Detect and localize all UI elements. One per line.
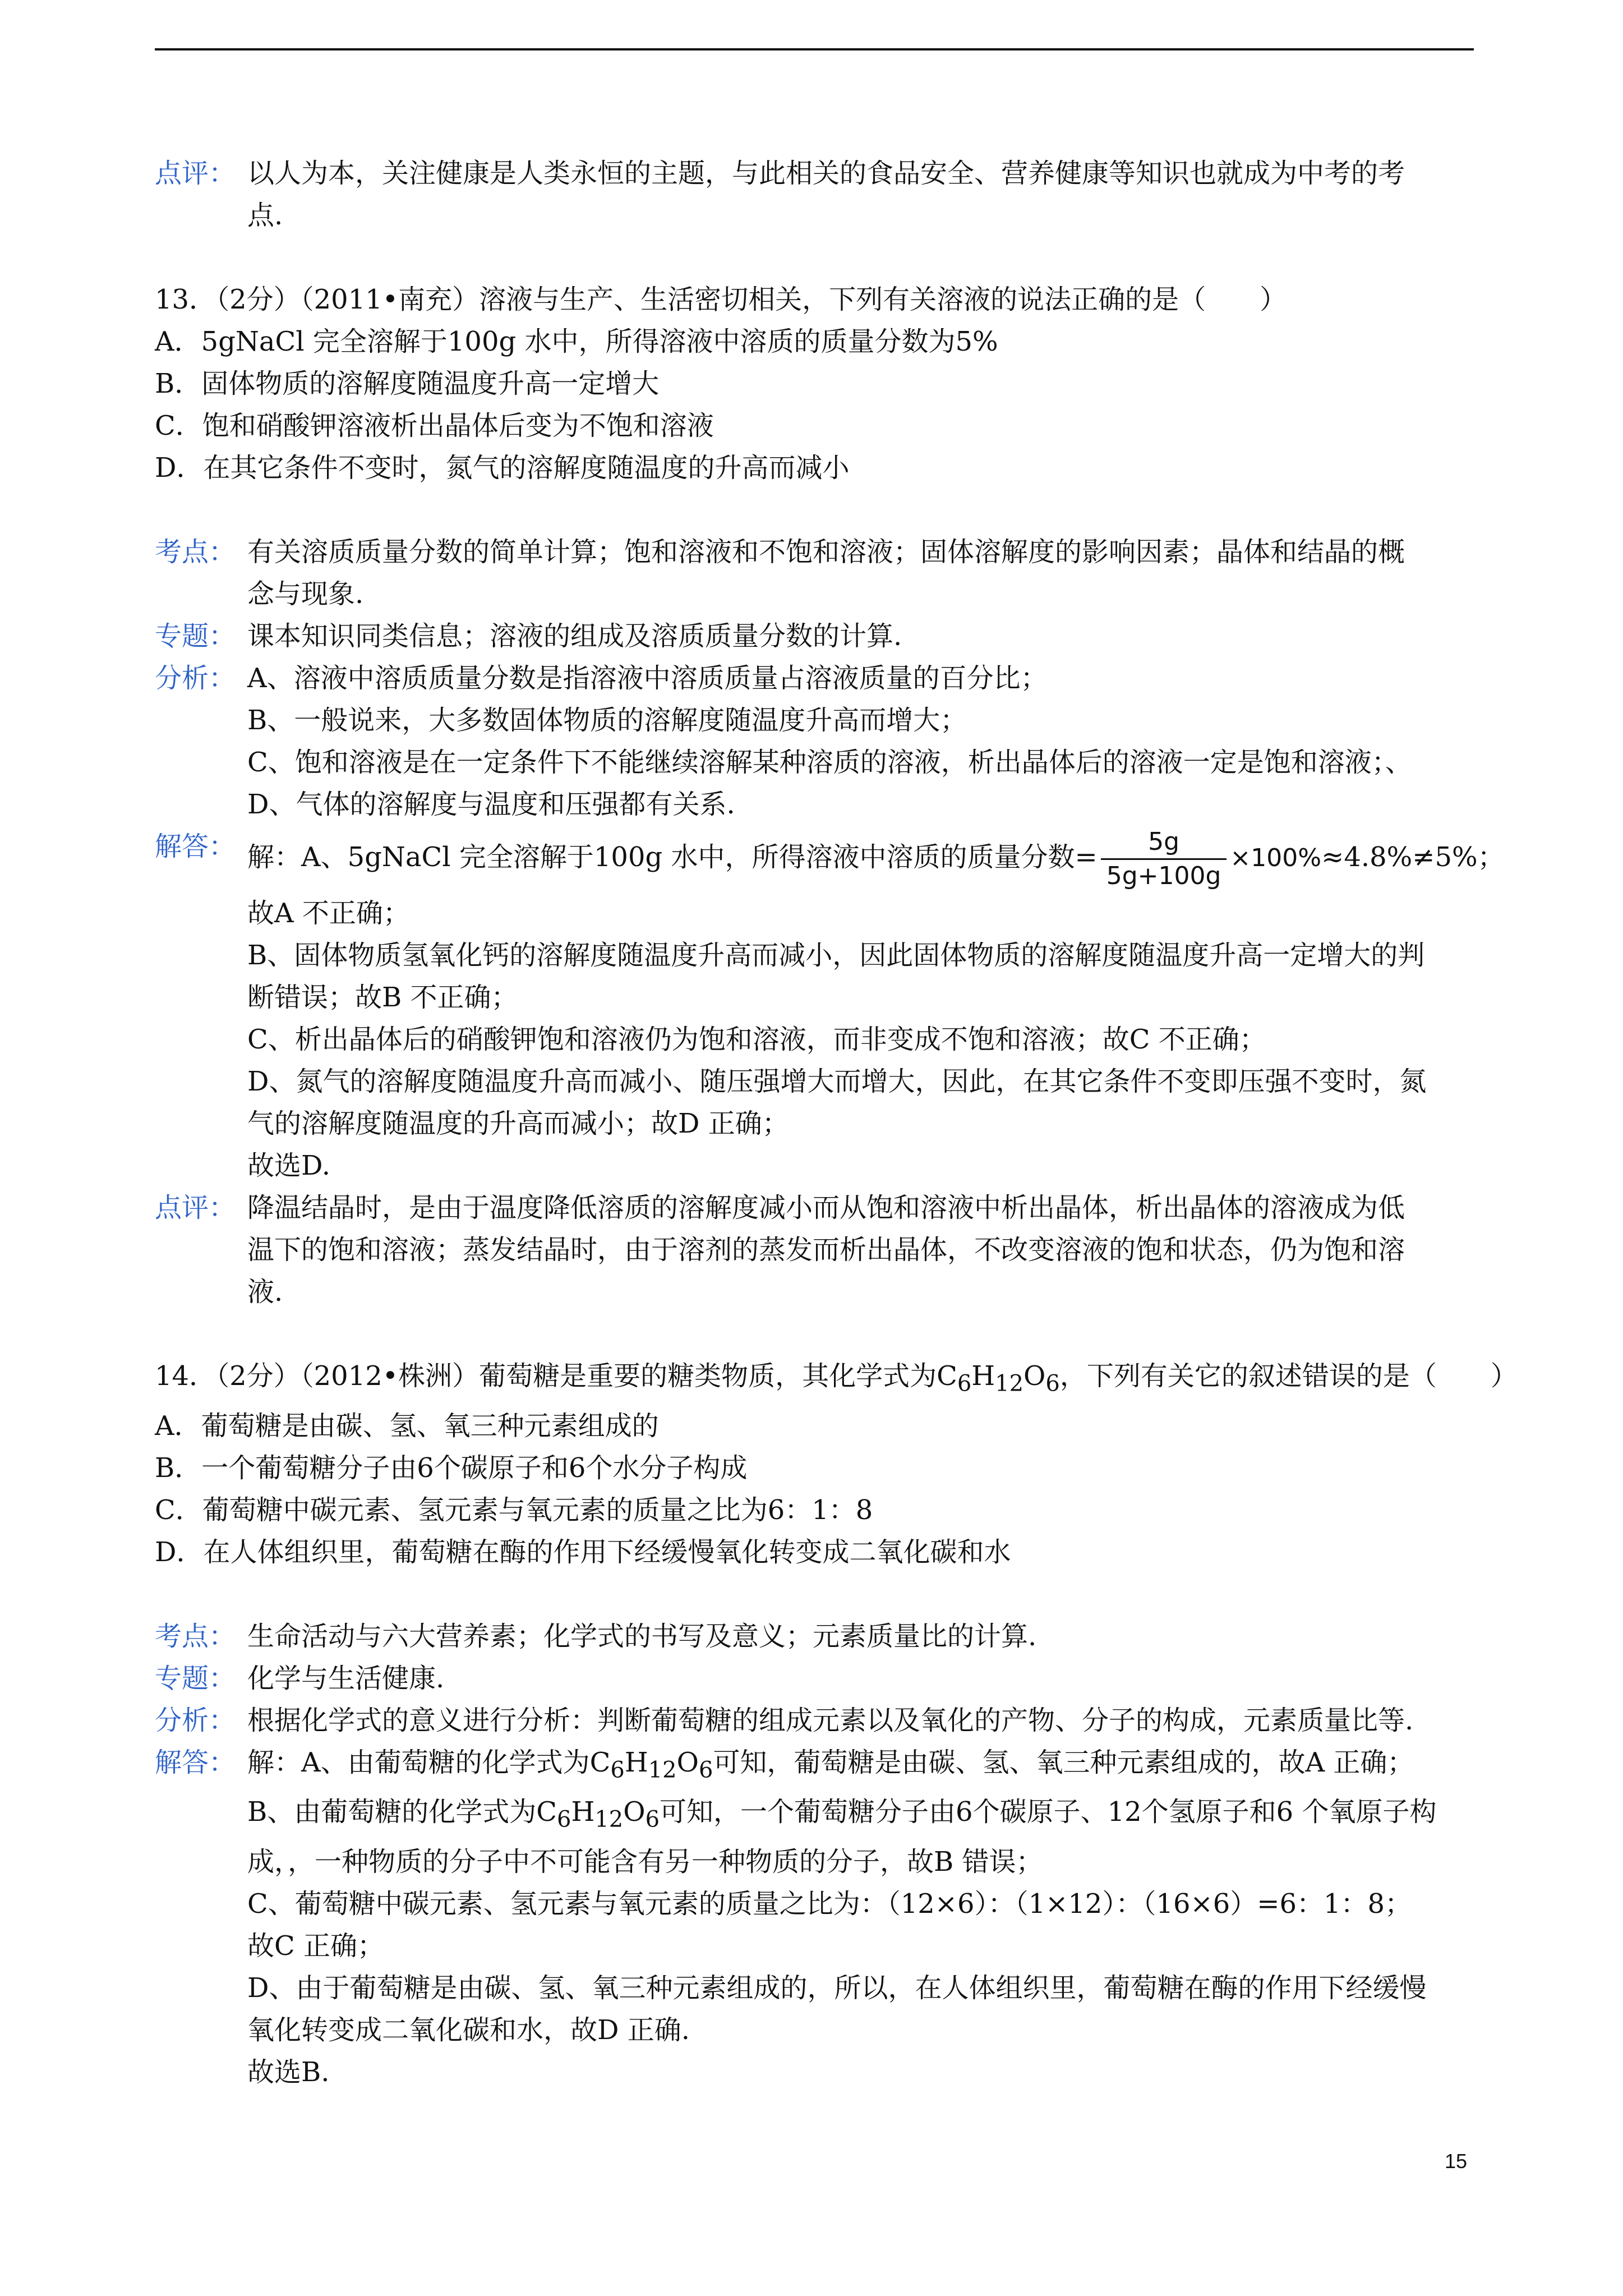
fraction-numerator: 5g: [1148, 827, 1180, 856]
text-line: 成，，一种物质的分子中不可能含有另一种物质的分子，故B 错误；: [247, 1846, 1043, 1878]
prev-comment-label: 点评：: [155, 158, 236, 189]
text-line: D、氮气的溶解度随温度升高而减小、随压强增大而增大，因此，在其它条件不变即压强不变时，氮: [247, 1066, 1427, 1097]
fraction-denominator: 5g+100g: [1101, 858, 1227, 892]
text-line: 故A 不正确；: [247, 898, 410, 929]
text-line: C、析出晶体后的硝酸钾饱和溶液仍为饱和溶液，而非变成不饱和溶液；故C 不正确；: [247, 1024, 1266, 1055]
zhuanti-label: 专题：: [155, 620, 236, 652]
text-line: 温下的饱和溶液；蒸发结晶时，由于溶剂的蒸发而析出晶体，不改变溶液的饱和状态，仍为饱和溶: [247, 1234, 1405, 1266]
option-a: A．5gNaCl 完全溶解于100g 水中，所得溶液中溶质的质量分数为5%: [155, 326, 998, 357]
formula-line: [247, 826, 1505, 892]
text-line: C、葡萄糖中碳元素、氢元素与氧元素的质量之比为：（12×6）：（1×12）：（16×6）=6：1：8；: [247, 1888, 1412, 1920]
option-c: C．葡萄糖中碳元素、氢元素与氧元素的质量之比为6：1：8: [155, 1494, 873, 1526]
q13-kaodian: [155, 531, 1474, 615]
text-line: 液.: [247, 1276, 283, 1308]
subscript: 12: [995, 1370, 1024, 1397]
element-symbol: O: [623, 1796, 645, 1828]
stem-pre: 14．（2分）（2012•株洲）葡萄糖是重要的糖类物质，其化学式为C: [155, 1360, 957, 1392]
element-symbol: O: [1023, 1360, 1046, 1392]
text-line: 故选D.: [247, 1150, 331, 1181]
text-line: 根据化学式的意义进行分析：判断葡萄糖的组成元素以及氧化的产物、分子的构成，元素质量比等.: [247, 1704, 1414, 1736]
text-line: B、固体物质氢氧化钙的溶解度随温度升高而减小，因此固体物质的溶解度随温度升高一定增大的判: [247, 940, 1425, 971]
dianping-label: 点评：: [155, 1192, 236, 1223]
question-14: [155, 1355, 1518, 1573]
document-page: [155, 153, 1518, 2093]
q13-jieda: [155, 826, 1505, 1187]
fenxi-label: 分析：: [155, 1704, 236, 1736]
option-d: D．在人体组织里，葡萄糖在酶的作用下经缓慢氧化转变成二氧化碳和水: [155, 1536, 1011, 1568]
text-line: 有关溶质质量分数的简单计算；饱和溶液和不饱和溶液；固体溶解度的影响因素；晶体和结晶的概: [247, 536, 1405, 568]
q13-fenxi: [155, 657, 1474, 826]
text-line: 课本知识同类信息；溶液的组成及溶质质量分数的计算.: [247, 620, 902, 652]
formula-times: ×100%: [1230, 844, 1322, 872]
element-symbol: H: [624, 1746, 648, 1778]
subscript: 6: [557, 1806, 571, 1833]
question-14-stem: [155, 1355, 1518, 1405]
subscript: 12: [648, 1757, 677, 1783]
subscript: 6: [957, 1370, 972, 1397]
text-part: 可知，一个葡萄糖分子由6个碳原子、12个氢原子和6 个氧原子构: [660, 1796, 1437, 1828]
fraction: [1101, 826, 1227, 892]
text-line: 化学与生活健康.: [247, 1662, 445, 1694]
text-part: 可知，葡萄糖是由碳、氢、氧三种元素组成的，故A 正确；: [713, 1746, 1414, 1778]
text-line: 降温结晶时，是由于温度降低溶质的溶解度减小而从饱和溶液中析出晶体，析出晶体的溶液成为低: [247, 1192, 1405, 1223]
subscript: 6: [698, 1757, 713, 1783]
text-line: A、溶液中溶质质量分数是指溶液中溶质质量占溶液质量的百分比；: [247, 662, 1048, 694]
option-a: A．葡萄糖是由碳、氢、氧三种元素组成的: [155, 1410, 659, 1442]
text-line: 点.: [247, 200, 283, 231]
text-line: [247, 1742, 1474, 1792]
option-c: C．饱和硝酸钾溶液析出晶体后变为不饱和溶液: [155, 410, 714, 441]
subscript: 6: [1045, 1370, 1060, 1397]
q13-dianping: [155, 1187, 1474, 1313]
text-line: 断错误；故B 不正确；: [247, 982, 518, 1013]
q14-zhuanti: [155, 1658, 1474, 1700]
subscript: 12: [594, 1806, 624, 1833]
q13-zhuanti: [155, 615, 1474, 657]
text-part: 解：A、由葡萄糖的化学式为C: [247, 1746, 611, 1778]
question-13-stem: 13．（2分）（2011•南充）溶液与生产、生活密切相关，下列有关溶液的说法正确的是（ ）: [155, 284, 1287, 315]
kaodian-label: 考点：: [155, 536, 236, 568]
formula-prefix: 解：A、5gNaCl 完全溶解于100g 水中，所得溶液中溶质的质量分数=: [247, 841, 1098, 873]
subscript: 6: [645, 1806, 660, 1833]
option-d: D．在其它条件不变时，氮气的溶解度随温度的升高而减小: [155, 452, 850, 484]
header-rule: [155, 48, 1474, 50]
zhuanti-label: 专题：: [155, 1662, 236, 1694]
text-line: B、一般说来，大多数固体物质的溶解度随温度升高而增大；: [247, 705, 967, 736]
text-line: 生命活动与六大营养素；化学式的书写及意义；元素质量比的计算.: [247, 1620, 1037, 1652]
stem-post: ，下列有关它的叙述错误的是（ ）: [1059, 1360, 1518, 1392]
text-line: 气的溶解度随温度的升高而减小；故D 正确；: [247, 1108, 789, 1139]
text-line: 氧化转变成二氧化碳和水，故D 正确.: [247, 2014, 690, 2046]
text-line: C、饱和溶液是在一定条件下不能继续溶解某种溶质的溶液，析出晶体后的溶液一定是饱和溶液；、: [247, 747, 1412, 778]
jieda-label: 解答：: [155, 831, 236, 862]
q14-kaodian: [155, 1616, 1474, 1658]
text-line: D、由于葡萄糖是由碳、氢、氧三种元素组成的，所以，在人体组织里，葡萄糖在酶的作用下经缓慢: [247, 1972, 1427, 2004]
fenxi-label: 分析：: [155, 662, 236, 694]
element-symbol: H: [971, 1360, 995, 1392]
q14-jieda: [155, 1742, 1474, 2093]
text-part: B、由葡萄糖的化学式为C: [247, 1796, 557, 1828]
jieda-label: 解答：: [155, 1746, 236, 1778]
page-number: 15: [1445, 2150, 1468, 2173]
kaodian-label: 考点：: [155, 1620, 236, 1652]
prev-comment: [155, 153, 1474, 237]
option-b: B．一个葡萄糖分子由6个碳原子和6个水分子构成: [155, 1452, 748, 1484]
q14-fenxi: [155, 1700, 1474, 1742]
option-b: B．固体物质的溶解度随温度升高一定增大: [155, 368, 660, 399]
subscript: 6: [610, 1757, 625, 1783]
text-line: D、气体的溶解度与温度和压强都有关系.: [247, 789, 735, 820]
element-symbol: H: [571, 1796, 595, 1828]
text-line: [247, 1791, 1474, 1841]
element-symbol: O: [676, 1746, 699, 1778]
text-line: 故C 正确；: [247, 1930, 384, 1962]
text-line: 以人为本，关注健康是人类永恒的主题，与此相关的食品安全、营养健康等知识也就成为中考的考: [247, 158, 1405, 189]
question-13: [155, 279, 1474, 489]
text-line: 故选B.: [247, 2056, 330, 2088]
formula-suffix: ≈4.8%≠5%；: [1321, 841, 1505, 873]
text-line: 念与现象.: [247, 578, 364, 610]
